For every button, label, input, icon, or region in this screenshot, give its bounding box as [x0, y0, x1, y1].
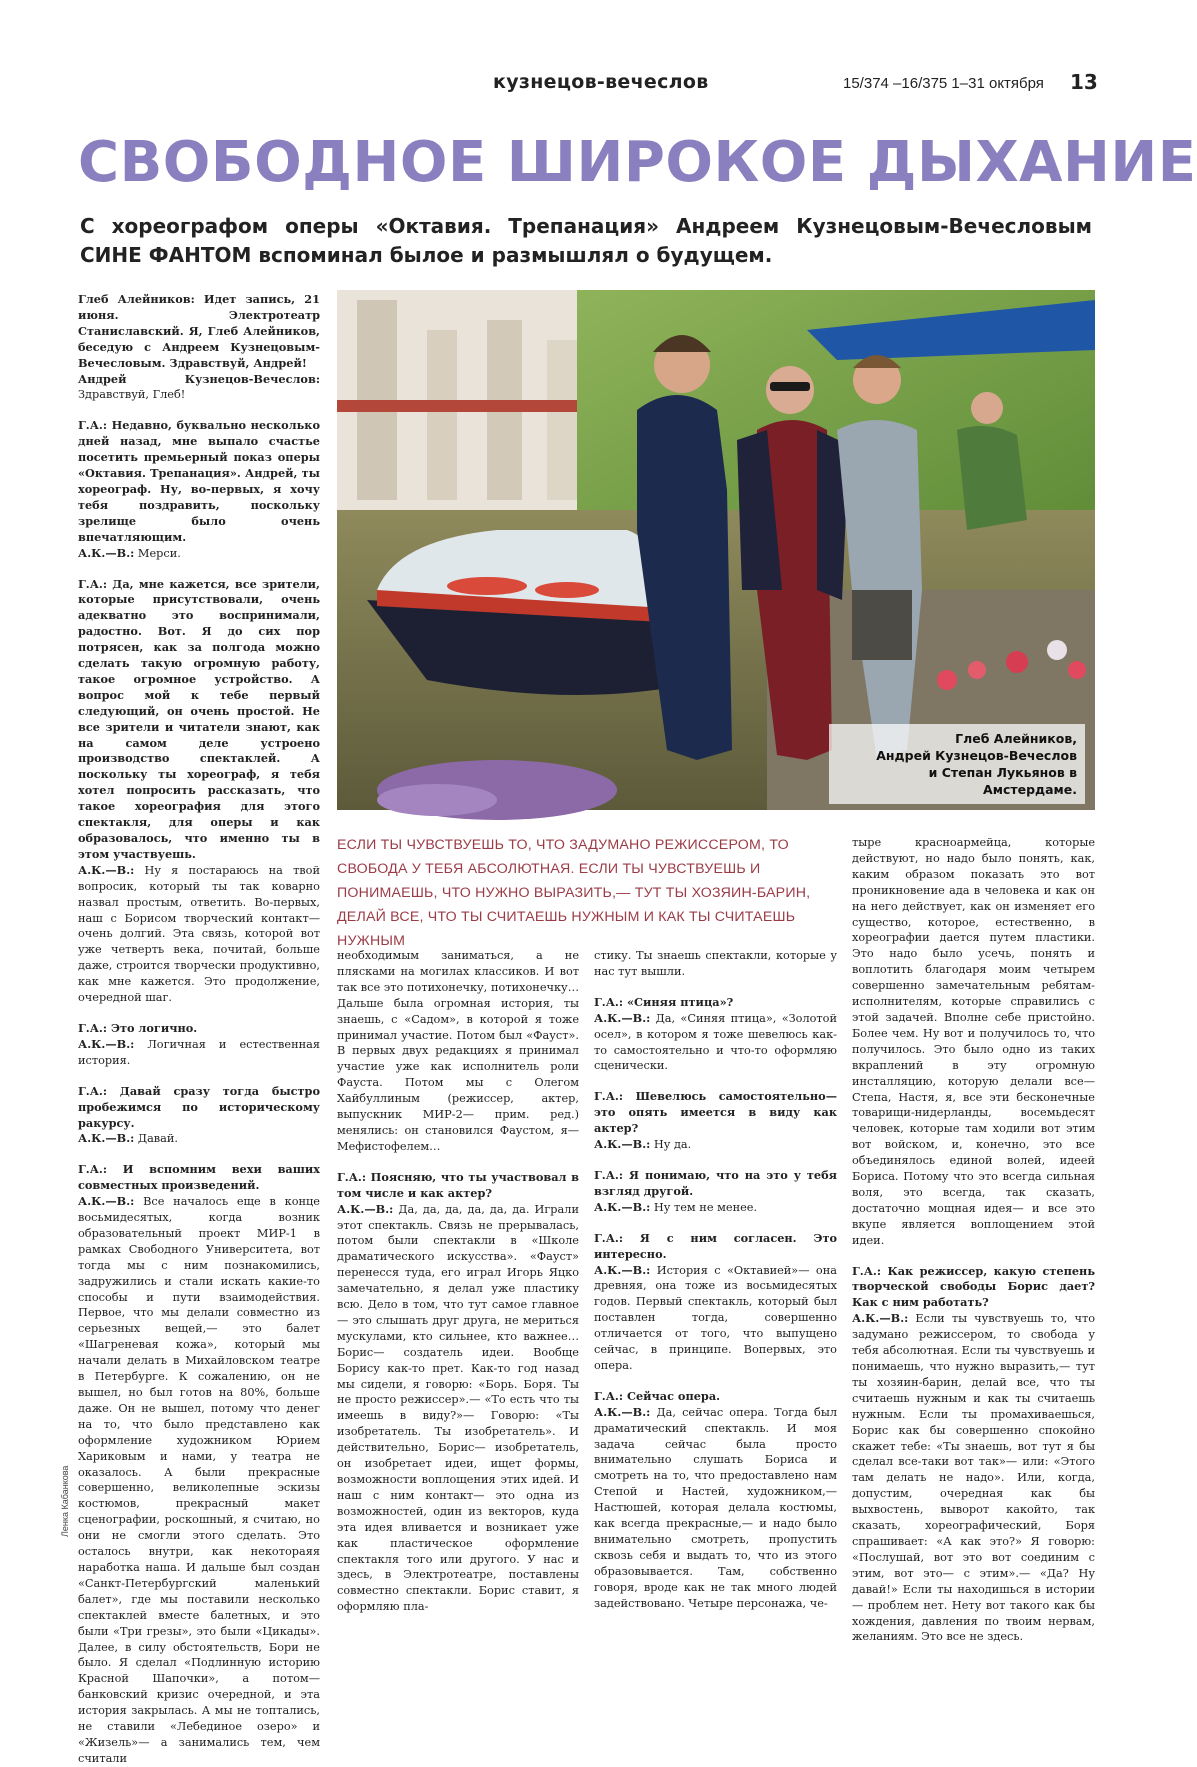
answer-speaker: А.К.—В.:	[78, 545, 135, 560]
caption-line: Глеб Алейников,	[955, 731, 1077, 746]
interview-paragraph	[78, 292, 320, 403]
column-3	[594, 948, 838, 1610]
question-text: Г.А.: Как режиссер, какую степень творческой свободы Борис дает? Как с ним работать?	[852, 1263, 1095, 1310]
question-text: Г.А.: Я понимаю, что на это у тебя взгляд другой.	[594, 1167, 837, 1198]
question-text: Г.А.: Недавно, буквально несколько дней назад, мне выпало счастье посетить премьерный показ оперы «Октавия. Трепанация». Андрей, ты хореограф. Ну, во-первых, я хочу тебя поздравить, поскольку зрелище было очень впечатляющим.	[78, 418, 320, 544]
pull-quote: ЕСЛИ ТЫ ЧУВСТВУЕШЬ ТО, ЧТО ЗАДУМАНО РЕЖИССЕРОМ, ТО СВОБОДА У ТЕБЯ АБСОЛЮТНАЯ. ЕСЛИ ТЫ ЧУВСТВУЕШЬ И ПОНИМАЕШЬ, ЧТО НУЖНО ВЫРАЗИТЬ,— ТУТ ТЫ ХОЗЯИН-БАРИН, ДЕЛАЙ ВСЕ, ЧТО ТЫ СЧИТАЕШЬ НУЖНЫМ И КАК ТЫ СЧИТАЕШЬ НУЖНЫМ	[337, 837, 811, 949]
column-1	[78, 292, 321, 1765]
interview-paragraph	[337, 948, 579, 1155]
interview-paragraph	[78, 1162, 320, 1766]
answer-text: Мерси.	[137, 546, 181, 560]
answer-speaker: А.К.—В.:	[594, 1199, 651, 1214]
question-text: Г.А.: Я с ним согласен. Это интересно.	[594, 1230, 837, 1261]
answer-text: История с «Октавией»— она древняя, она тоже из восьмидесятых годов. Первый спектакль, который был поставлен тогда, совершенно отличается от того, что выпущено сейчас, в принципе. Вопервых, это опера.	[594, 1263, 837, 1372]
interview-paragraph	[78, 1021, 320, 1069]
interview-paragraph	[852, 1264, 1095, 1646]
interview-paragraph	[594, 1389, 837, 1612]
answer-text: тыре красноармейца, которые действуют, но надо было понять, как, каким образом показать это вот проникновение ада в человека и как он на него действует, как он изменяет его существо, которое, естественно, в хореографии дается путем пластики. Это надо было усечь, понять и воплотить благодаря моим четырем совершенно замечательным ребятам-исполнителям, которые справились с этой задачей. Вполне себе пристойно. Более чем. Ну вот и получилось то, что получилось. Это было одно из таких вкраплений в эту огромную инсталляцию, которую делали все— Степа, Настя, я, все эти бесконечные товарищи-нидерланды, восемьдесят человек, которые там ходили вот этим вот войском, и, конечно, это все объединялось единой волей, идеей Бориса. Потому что это всегда сильная воля, это всегда, так сказать, достаточно мощная идея— и все это вкупе является воплощением этой идеи.	[852, 836, 1095, 1247]
answer-text: Если ты чувствуешь то, что задумано режиссером, то свобода у тебя абсолютная. Если ты чувствуешь и понимаешь, что нужно выразить,— тут ты хозяин-барин, делай все, что ты считаешь нужным и как ты считаешь нужным. Если ты промахиваешься, Борис как бы совершенно спокойно скажет тебе: «Ты знаешь, вот тут я бы сделал все-таки вот так»— или: «Этого там делать не надо». Или, когда, допустим, очередная как бы выхвостень, выворот какойто, так сказать, хореографический, Боря спрашивает: «А как это?» Я говорю: «Послушай, вот это вот соединим с этим, вот это— с этим».— «Да? Ну давай!» Если ты находишься в истории— проблем нет. Нету вот такого как бы хождения, давления по твоим нервам, желаниям. Это все не здесь.	[852, 1312, 1095, 1644]
question-text: Г.А.: Поясняю, что ты участвовал в том числе и как актер?	[337, 1169, 579, 1200]
question-text: Г.А.: Да, мне кажется, все зрители, которые присутствовали, очень адекватно это воспринимали, радостно. Вот. Я до сих пор потрясен, как за полгода можно сделать такую огромную работу, такое огромное устройство. А вопрос мой к тебе первый следующий, он очень простой. Не все зрители и читатели знают, как на самом деле устроено производство спектаклей. А поскольку ты хореограф, я тебя хотел попросить рассказать, что такое хореография для этого спектакля, для оперы и как образовалось, что именно ты в этом участвуешь.	[78, 576, 320, 861]
caption-line: и Степан Лукьянов в Амстердаме.	[928, 765, 1077, 797]
answer-text: Здравствуй, Глеб!	[78, 388, 186, 402]
answer-speaker: А.К.—В.:	[78, 862, 135, 877]
question-text: Г.А.: Давай сразу тогда быстро пробежимся по историческому ракурсу.	[78, 1083, 320, 1130]
question-text: Г.А.: И вспомним вехи ваших совместных произведений.	[78, 1162, 320, 1193]
answer-text: Все началось еще в конце восьмидесятых, когда возник образовательный проект МИР-1 в рамках Свободного Университета, вот тогда мы с ним познакомились, задружились и стали искать какие-то способы и пути взаимодействия. Первое, что мы делали совместно из серьезных вещей,— это балет «Шагреневая кожа», который мы начали делать в Михайловском театре в Петербурге. К сожалению, он не вышел, но был готов на 80%, больше даже. Он не вышел, потому что денег на то, что было представлено как оформление художником Юрием Хариковым и нами, у театра не оказалось. А были прекрасные совершенно, великолепные эскизы костюмов, прекрасный макет сценографии, роскошный, я считаю, но они не смогли этого сделать. Это осталось внутри, как некотораяя наработка наша. И дальше был создан «Санкт-Петербургский маленький балет», где мы поставили несколько спектаклей вместе балетных, и это были «Три грезы», это были «Цикады». Далее, в силу обстоятельств, Бори не было. Я сделал «Подлинную историю Красной Шапочки», а потом— банковский кризис очередной, и эта история закрылась. А мы не топтались, не ставили «Лебединое озеро» и «Жизель»— а занимались тем, чем считали	[78, 1195, 320, 1765]
answer-speaker: А.К.—В.:	[78, 1036, 135, 1051]
photo-caption	[829, 724, 1085, 804]
interview-paragraph	[78, 1084, 320, 1148]
answer-text: Да, да, да, да, да, да. Играли этот спектакль. Связь не прерывалась, потом были спектакли в «Школе драматического искусства». «Фауст» перенесся туда, его играл Игорь Яцко замечательно, я делал уже пластику всю. Дело в том, что тут самое главное— это слышать друг друга, не мериться мускулами, кто сильнее, кто важнее… Борис— создатель идеи. Вообще Борису как-то прет. Как-то год назад мы сидели, я говорю: «Борь. Боря. Ты не просто режиссер».— «То есть что ты имеешь в виду?»— Говорю: «Ты изобретатель. Ты изобретатель». И действительно, Борис— изобретатель, он изобретает идеи, ищет формы, возможности воплощения этих идей. И наш с ним контакт— это одна из возможностей, один из векторов, куда эта идея вливается и возникает уже как пластическое оформление спектакля того или другого. У нас и здесь, в Электротеатре, поставлены совместно спектакли. Борис ставит, я оформляю пла-	[337, 1202, 579, 1614]
question-text: Глеб Алейников: Идет запись, 21 июня. Электротеатр Станиславский. Я, Глеб Алейников, беседую с Андреем Кузнецовым-Вечесловым. Здравствуй, Андрей!	[78, 292, 320, 370]
photo-credit: Ленка Кабанкова	[60, 1465, 70, 1537]
answer-speaker: А.К.—В.:	[337, 1201, 394, 1216]
interview-paragraph	[852, 835, 1095, 1249]
answer-text: Ну да.	[653, 1138, 692, 1152]
answer-speaker: А.К.—В.:	[594, 1137, 651, 1152]
answer-text: стику. Ты знаешь спектакли, которые у нас тут вышли.	[594, 949, 837, 978]
question-text: Г.А.: «Синяя птица»?	[594, 994, 734, 1009]
interview-paragraph	[78, 418, 320, 561]
question-text: Г.А.: Шевелюсь самостоятельно— это опять имеется в виду как актер?	[594, 1089, 837, 1136]
answer-speaker: А.К.—В.:	[594, 1404, 651, 1419]
answer-text: Да, «Синяя птица», «Золотой осел», в котором я тоже шевелюсь как-то самостоятельно и что-то оформляю сценически.	[594, 1011, 838, 1073]
interview-paragraph	[78, 577, 320, 1006]
answer-text: необходимым заниматься, а не плясками на могилах классиков. И вот так все это потихонечку, потихонечку… Дальше была огромная история, ты знаешь, с «Садом», в которой я тоже принимал участие. Потом был «Фауст». В первых двух редакциях я принимал участие уже как исполнитель роли Фауста. Потом мы с Олегом Хайбуллиным (режиссер, актер, выпускник МИР-2— прим. ред.) менялись: он становился Фаустом, я— Мефистофелем…	[337, 949, 579, 1153]
article-photo	[337, 290, 1095, 810]
answer-text: Логичная и естественная история.	[78, 1037, 320, 1067]
answer-speaker: А.К.—В.:	[852, 1311, 909, 1326]
question-text: Г.А.: Сейчас опера.	[594, 1388, 721, 1403]
answer-text: Ну тем не менее.	[653, 1200, 758, 1214]
page-number: 13	[1070, 70, 1098, 94]
question-text: Г.А.: Это логично.	[78, 1020, 198, 1035]
answer-text: Да, сейчас опера. Тогда был драматический спектакль. И моя задача сейчас была просто внимательно слушать Бориса и смотреть на то, что предоставлено нам Степой и Настей, художником,— Настюшей, которая делала костюмы, как всегда прекрасные,— и надо было внимательно смотреть, пропустить сквозь себя и выдать то, что из этого образовывается. Там, собственно говоря, вроде как не так много людей задействовано. Четыре персонажа, че-	[594, 1405, 838, 1610]
answer-speaker: А.К.—В.:	[78, 1131, 135, 1146]
interview-paragraph	[594, 1089, 837, 1153]
headline: СВОБОДНОЕ ШИРОКОЕ ДЫХАНИЕ	[78, 130, 1197, 195]
answer-speaker: А.К.—В.:	[78, 1194, 135, 1209]
caption-line: Андрей Кузнецов-Вечеслов	[876, 748, 1077, 763]
column-2	[337, 948, 579, 1614]
interview-paragraph	[594, 995, 837, 1075]
answer-speaker: Андрей Кузнецов-Вечеслов:	[78, 371, 320, 386]
column-4	[852, 835, 1095, 1644]
issue-number: 15/374 –16/375 1–31 октября	[843, 75, 1044, 92]
interview-paragraph	[337, 1170, 579, 1615]
answer-text: Давай.	[137, 1132, 179, 1146]
answer-text: Ну я постараюсь на твой вопросик, который ты так коварно назвал простым, ответить. Во-первых, наш с Борисом творческий контакт— очень долгий. Эта связь, которой вот уже четверть века, почитай, больше даже, строится творчески продуктивно, как мне кажется. Это продолжение, очередной шаг.	[78, 863, 321, 1005]
interview-paragraph	[594, 1168, 837, 1216]
answer-speaker: А.К.—В.:	[594, 1262, 651, 1277]
interview-paragraph	[594, 1231, 837, 1374]
interview-paragraph	[594, 948, 837, 980]
section-title: кузнецов-вечеслов	[493, 71, 709, 93]
answer-speaker: А.К.—В.:	[594, 1010, 651, 1025]
lead-paragraph: С хореографом оперы «Октавия. Трепанация» Андреем Кузнецовым-Вечесловым СИНЕ ФАНТОМ вспоминал былое и размышлял о будущем.	[80, 214, 1092, 267]
